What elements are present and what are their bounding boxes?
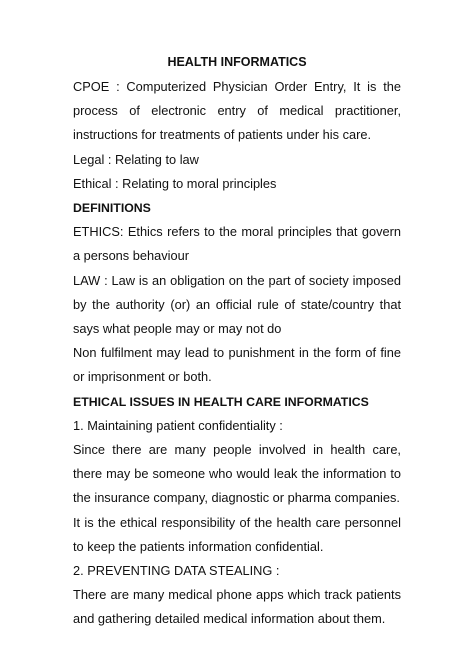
item1-paragraph-2: It is the ethical responsibility of the health care personnel to keep the patients information confidential. (73, 514, 401, 554)
law-definition: LAW : Law is an obligation on the part of society imposed by the authority (or) an official rule of state/country that says what people may or may not do (73, 272, 401, 337)
ethical-definition: Ethical : Relating to moral principles (73, 175, 277, 191)
document-title: HEALTH INFORMATICS (167, 55, 307, 69)
item2-heading: 2. PREVENTING DATA STEALING : (73, 563, 280, 579)
item1-paragraph-1: Since there are many people involved in health care, there may be someone who would leak the information to the insurance company, diagnostic or pharma companies. (73, 442, 401, 506)
ethics-definition: ETHICS: Ethics refers to the moral principles that govern a persons behaviour (73, 224, 401, 264)
non-fulfilment-paragraph: Non fulfilment may lead to punishment in the form of fine or imprisonment or both. (73, 345, 401, 385)
item1-heading: 1. Maintaining patient confidentiality : (73, 417, 283, 433)
definitions-heading: DEFINITIONS (73, 201, 151, 216)
item2-paragraph-1: There are many medical phone apps which track patients and gathering detailed medical information about them. (73, 587, 401, 627)
cpoe-paragraph: CPOE : Computerized Physician Order Entry, It is the process of electronic entry of medical practitioner, instructions for treatments of patients under his care. (73, 79, 401, 143)
legal-definition: Legal : Relating to law (73, 151, 199, 167)
ethical-issues-heading: ETHICAL ISSUES IN HEALTH CARE INFORMATICS (73, 394, 369, 409)
